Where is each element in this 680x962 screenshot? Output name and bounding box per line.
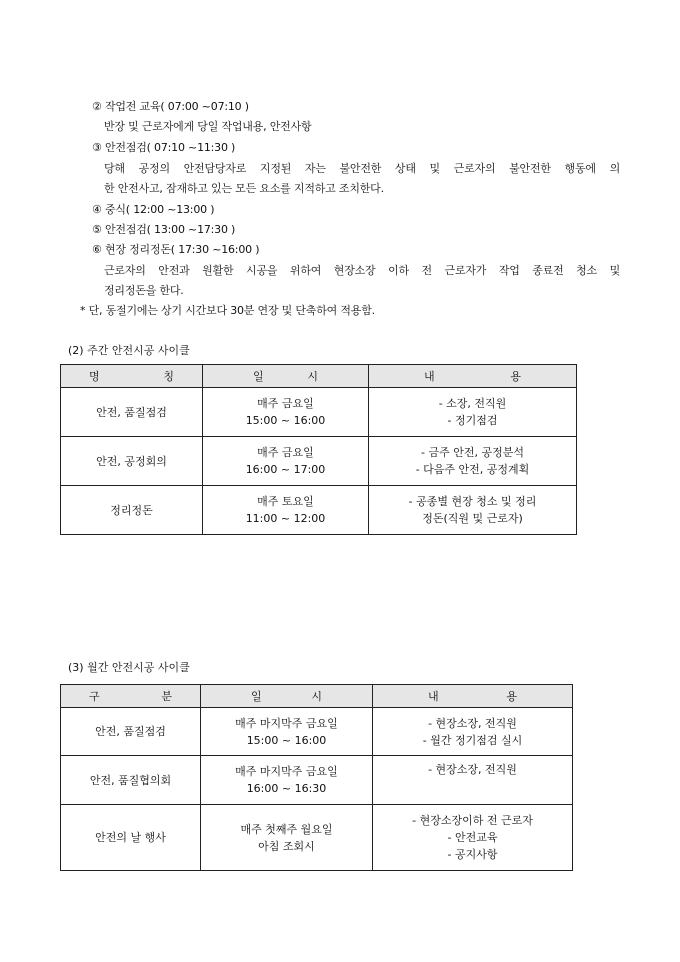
row-time: 매주 마지막주 금요일 15:00 ~ 16:00 [201, 708, 373, 756]
schedule-item-desc: 정리정돈을 한다. [104, 284, 184, 297]
row-content: - 소장, 전직원 - 정기점검 [369, 388, 577, 437]
schedule-item-title: ⑤ 안전점검( 13:00 ~17:30 ) [92, 223, 236, 236]
row-name: 안전, 품질점검 [61, 388, 203, 437]
row-content: - 공종별 현장 청소 및 정리 정돈(직원 및 근로자) [369, 486, 577, 535]
row-name: 안전, 품질점검 [61, 708, 201, 756]
schedule-item-title: ② 작업전 교육( 07:00 ~07:10 ) [92, 100, 249, 113]
row-content: - 금주 안전, 공정분석 - 다음주 안전, 공정계획 [369, 437, 577, 486]
table-row [61, 756, 573, 805]
schedule-item-desc: 반장 및 근로자에게 당일 작업내용, 안전사항 [104, 120, 312, 133]
schedule-item-title: ③ 안전점검( 07:10 ~11:30 ) [92, 141, 236, 154]
row-time: 매주 마지막주 금요일 16:00 ~ 16:30 [201, 756, 373, 805]
row-time: 매주 토요일 11:00 ~ 12:00 [203, 486, 369, 535]
column-header-content: 내 용 [373, 685, 573, 708]
column-header-name: 명 칭 [61, 365, 203, 388]
column-header-time: 일 시 [203, 365, 369, 388]
schedule-item-desc: 근로자의 안전과 원활한 시공을 위하여 현장소장 이하 전 근로자가 작업 종료전 청소 및 [104, 264, 620, 277]
row-content: - 현장소장이하 전 근로자 - 안전교육 - 공지사항 [373, 805, 573, 871]
row-time: 매주 첫째주 월요일 아침 조회시 [201, 805, 373, 871]
row-time: 매주 금요일 15:00 ~ 16:00 [203, 388, 369, 437]
table-row [61, 437, 577, 486]
table-row [61, 388, 577, 437]
schedule-item-title: ④ 중식( 12:00 ~13:00 ) [92, 203, 215, 216]
row-content: - 현장소장, 전직원 [373, 756, 573, 805]
row-name: 정리정돈 [61, 486, 203, 535]
weekly-caption: (2) 주간 안전시공 사이클 [68, 344, 190, 357]
column-header-content: 내 용 [369, 365, 577, 388]
row-name: 안전, 품질협의회 [61, 756, 201, 805]
row-name: 안전의 날 행사 [61, 805, 201, 871]
table-header-row [61, 365, 577, 388]
schedule-item-desc: 한 안전사고, 잠재하고 있는 모든 요소를 지적하고 조치한다. [104, 182, 384, 195]
table-row [61, 486, 577, 535]
weekly-table [60, 364, 577, 535]
row-time: 매주 금요일 16:00 ~ 17:00 [203, 437, 369, 486]
monthly-table [60, 684, 573, 871]
monthly-caption: (3) 월간 안전시공 사이클 [68, 661, 190, 674]
schedule-item-title: ⑥ 현장 정리정돈( 17:30 ~16:00 ) [92, 243, 260, 256]
column-header-category: 구 분 [61, 685, 201, 708]
table-header-row [61, 685, 573, 708]
table-row [61, 708, 573, 756]
row-content: - 현장소장, 전직원 - 월간 정기점검 실시 [373, 708, 573, 756]
column-header-time: 일 시 [201, 685, 373, 708]
schedule-note: * 단, 동절기에는 상기 시간보다 30분 연장 및 단축하여 적용함. [80, 304, 375, 317]
table-row [61, 805, 573, 871]
schedule-item-desc: 당해 공정의 안전담당자로 지정된 자는 불안전한 상태 및 근로자의 불안전한 행동에 의 [104, 162, 620, 175]
row-name: 안전, 공정회의 [61, 437, 203, 486]
